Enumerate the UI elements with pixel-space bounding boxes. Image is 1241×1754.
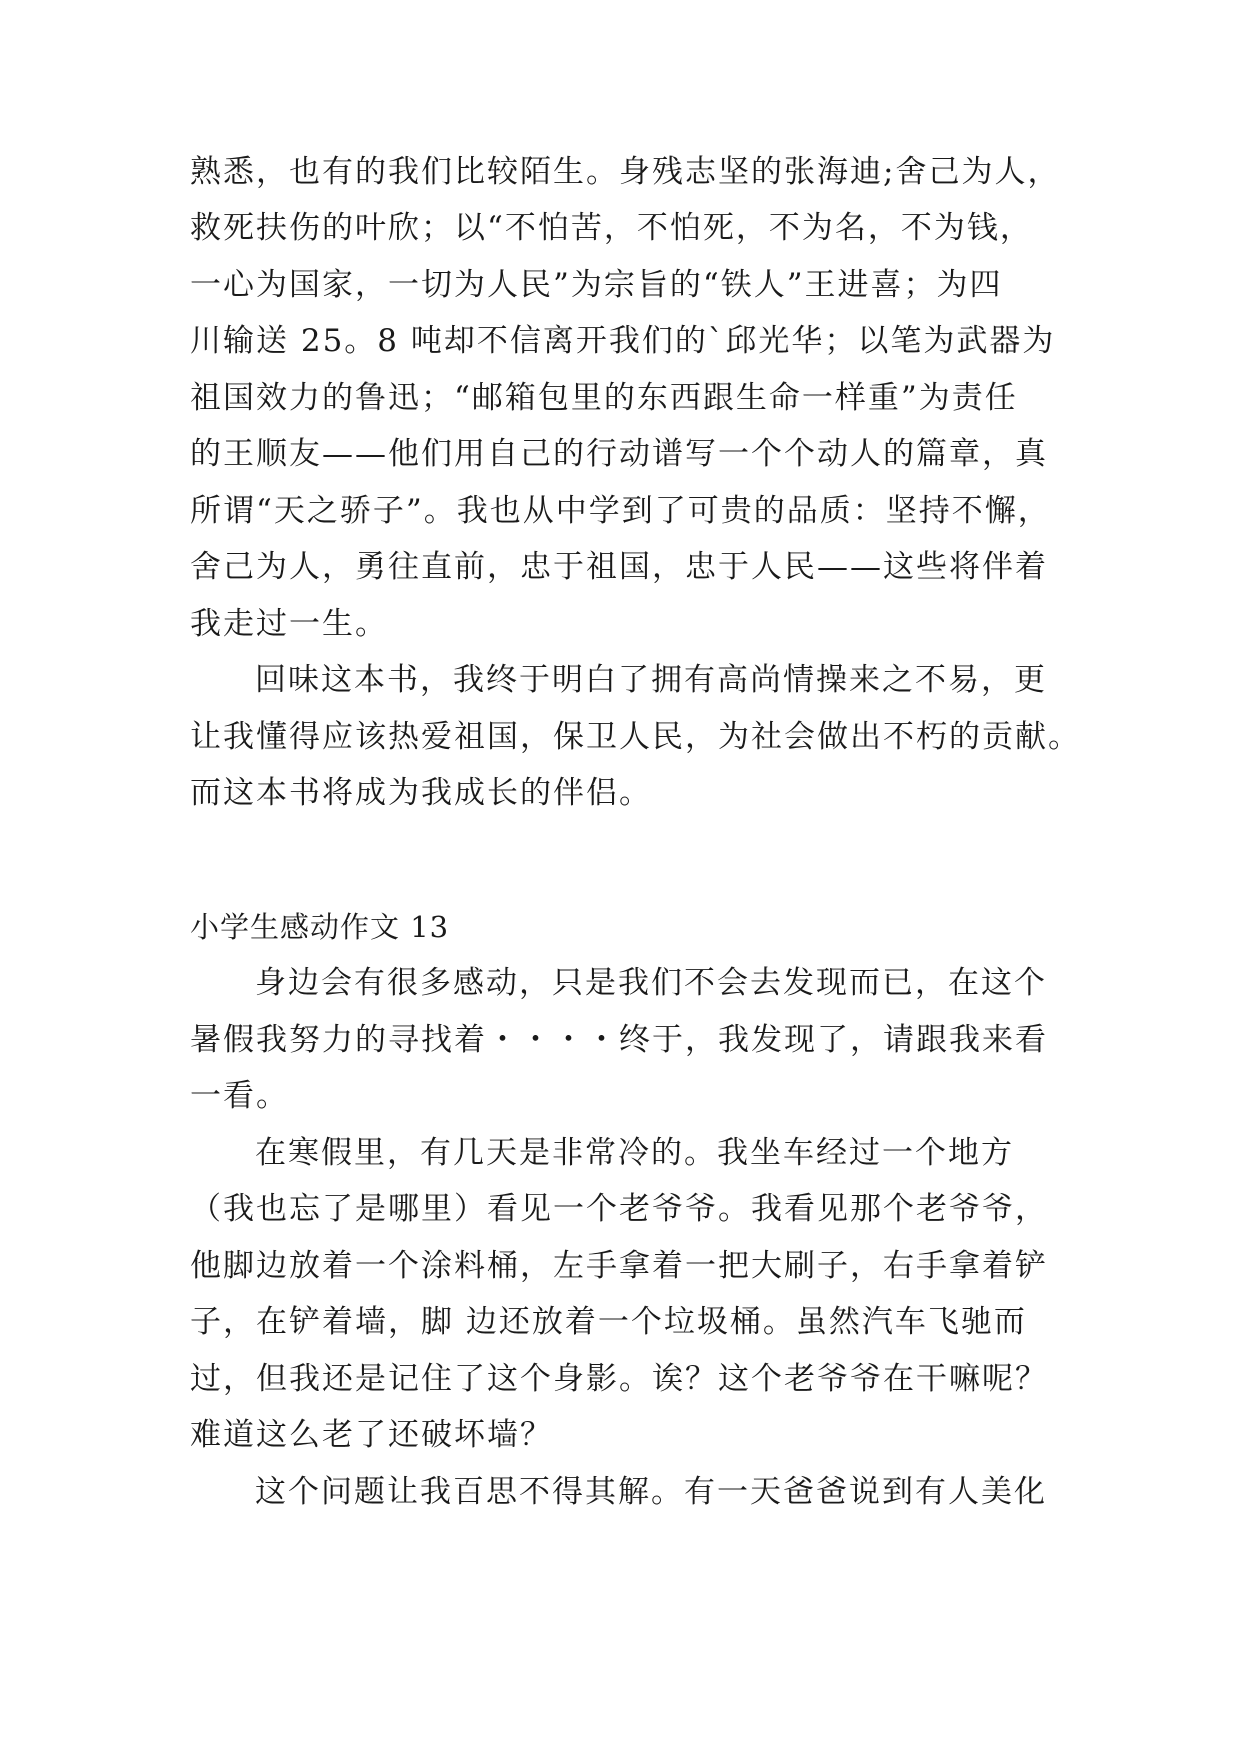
text-line: 祖国效力的鲁迅；“邮箱包里的东西跟生命一样重”为责任 [190, 380, 1018, 416]
text-line: 所谓“天之骄子”。我也从中学到了可贵的品质：坚持不懈， [190, 493, 1051, 529]
text-line: 一心为国家，一切为人民”为宗旨的“铁人”王进喜；为四 [190, 267, 1003, 303]
text-line: 熟悉，也有的我们比较陌生。身残志坚的张海迪;舍己为人， [190, 154, 1061, 190]
text-line: 回味这本书，我终于明白了拥有高尚情操来之不易，更 [255, 662, 1047, 698]
text-line: 在寒假里，有几天是非常冷的。我坐车经过一个地方 [255, 1135, 1014, 1171]
text-line: 身边会有很多感动，只是我们不会去发现而已，在这个 [255, 965, 1047, 1001]
text-line: 救死扶伤的叶欣；以“不怕苦，不怕死，不为名，不为钱， [190, 210, 1033, 246]
text-line: 难道这么老了还破坏墙？ [190, 1417, 553, 1453]
text-line: 川输送 25。8 吨却不信离开我们的`邱光华；以笔为武器为 [190, 323, 1056, 359]
section-title: 小学生感动作文 13 [190, 910, 450, 944]
text-line: 而这本书将成为我成长的伴侣。 [190, 775, 652, 811]
text-line: 我走过一生。 [190, 606, 388, 642]
text-line: 的王顺友——他们用自己的行动谱写一个个动人的篇章，真 [190, 436, 1048, 472]
text-line: （我也忘了是哪里）看见一个老爷爷。我看见那个老爷爷， [190, 1191, 1048, 1227]
text-line: 他脚边放着一个涂料桶，左手拿着一把大刷子，右手拿着铲 [190, 1248, 1048, 1284]
text-line: 子，在铲着墙，脚 边还放着一个垃圾桶。虽然汽车飞驰而 [190, 1304, 1027, 1340]
text-line: 一看。 [190, 1078, 289, 1114]
text-line: 暑假我努力的寻找着・・・・终于，我发现了，请跟我来看 [190, 1022, 1048, 1058]
text-line: 过，但我还是记住了这个身影。诶？这个老爷爷在干嘛呢？ [190, 1361, 1048, 1397]
text-line: 这个问题让我百思不得其解。有一天爸爸说到有人美化 [255, 1474, 1047, 1510]
text-line: 让我懂得应该热爱祖国，保卫人民，为社会做出不朽的贡献。 [190, 719, 1081, 755]
text-line: 舍己为人，勇往直前，忠于祖国，忠于人民——这些将伴着 [190, 549, 1048, 585]
